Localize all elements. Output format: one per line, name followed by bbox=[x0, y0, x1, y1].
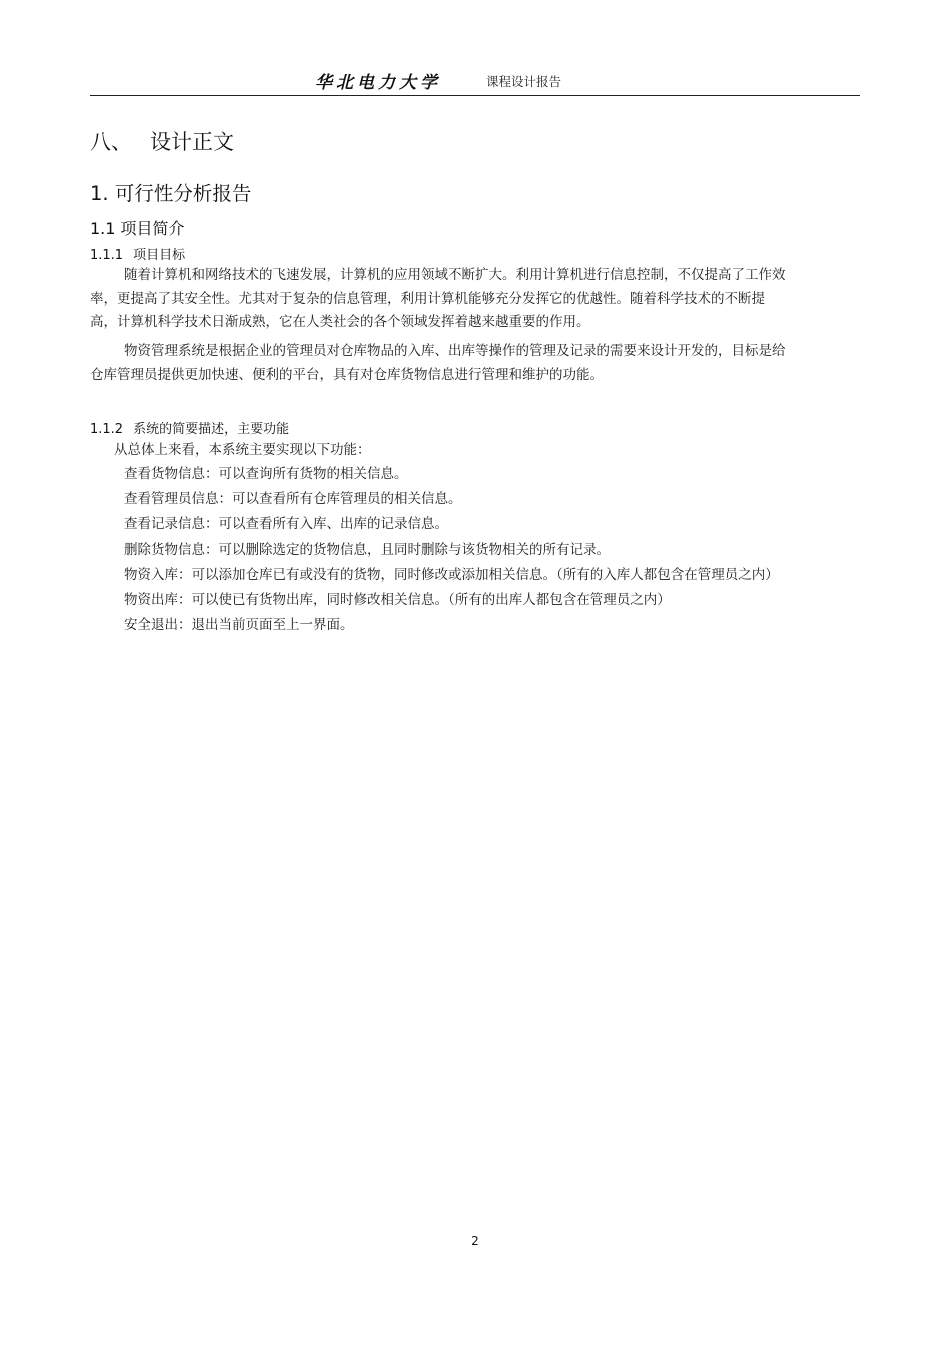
function-list bbox=[90, 462, 790, 638]
goal-title: 项目目标 bbox=[133, 248, 186, 263]
functions-number: 1.1.2 bbox=[90, 422, 124, 437]
subsection-heading bbox=[90, 216, 185, 239]
list-item: 删除货物信息：可以删除选定的货物信息，且同时删除与该货物相关的所有记录。 bbox=[124, 541, 610, 558]
chapter-title: 可行性分析报告 bbox=[114, 182, 252, 205]
list-item: 查看记录信息：可以查看所有入库、出库的记录信息。 bbox=[124, 516, 448, 533]
subsection-title: 项目简介 bbox=[120, 219, 185, 238]
goal-paragraph-1: 随着计算机和网络技术的飞速发展，计算机的应用领域不断扩大。利用计算机进行信息控制，不仅提高了工作效率，更提高了其安全性。尤其对于复杂的信息管理，利用计算机能够充分发挥它的优越性。随着科学技术的不断提高，计算机科学技术日渐成熟，它在人类社会的各个领域发挥着越来越重要的作用。 bbox=[90, 267, 786, 330]
section-title: 设计正文 bbox=[150, 130, 234, 154]
university-logo: 华北电力大学 bbox=[315, 73, 441, 93]
subsection-number: 1.1 bbox=[90, 219, 116, 238]
goal-paragraph-2: 物资管理系统是根据企业的管理员对仓库物品的入库、出库等操作的管理及记录的需要来设计开发的，目标是给仓库管理员提供更加快速、便利的平台，具有对仓库货物信息进行管理和维护的功能。 bbox=[90, 343, 786, 383]
section-heading bbox=[90, 126, 234, 156]
functions-intro: 从总体上来看，本系统主要实现以下功能： bbox=[114, 442, 371, 458]
goal-heading bbox=[90, 244, 185, 263]
chapter-heading bbox=[90, 178, 251, 206]
list-item: 物资入库：可以添加仓库已有或没有的货物，同时修改或添加相关信息。（所有的入库人都包含在管理员之内） bbox=[124, 566, 779, 583]
chapter-number: 1. bbox=[90, 182, 109, 205]
list-item: 安全退出：退出当前页面至上一界面。 bbox=[124, 617, 354, 634]
page-number: 2 bbox=[471, 1234, 479, 1248]
list-item: 查看管理员信息：可以查看所有仓库管理员的相关信息。 bbox=[124, 491, 462, 508]
goal-number: 1.1.1 bbox=[90, 248, 124, 263]
header-title: 课程设计报告 bbox=[486, 74, 562, 89]
functions-heading bbox=[90, 418, 289, 437]
page-header bbox=[90, 64, 860, 96]
section-number: 八、 bbox=[90, 130, 132, 154]
list-item: 查看货物信息：可以查询所有货物的相关信息。 bbox=[124, 466, 408, 482]
functions-title: 系统的简要描述，主要功能 bbox=[133, 422, 290, 437]
list-item: 物资出库：可以使已有货物出库，同时修改相关信息。（所有的出库人都包含在管理员之内） bbox=[124, 592, 671, 609]
